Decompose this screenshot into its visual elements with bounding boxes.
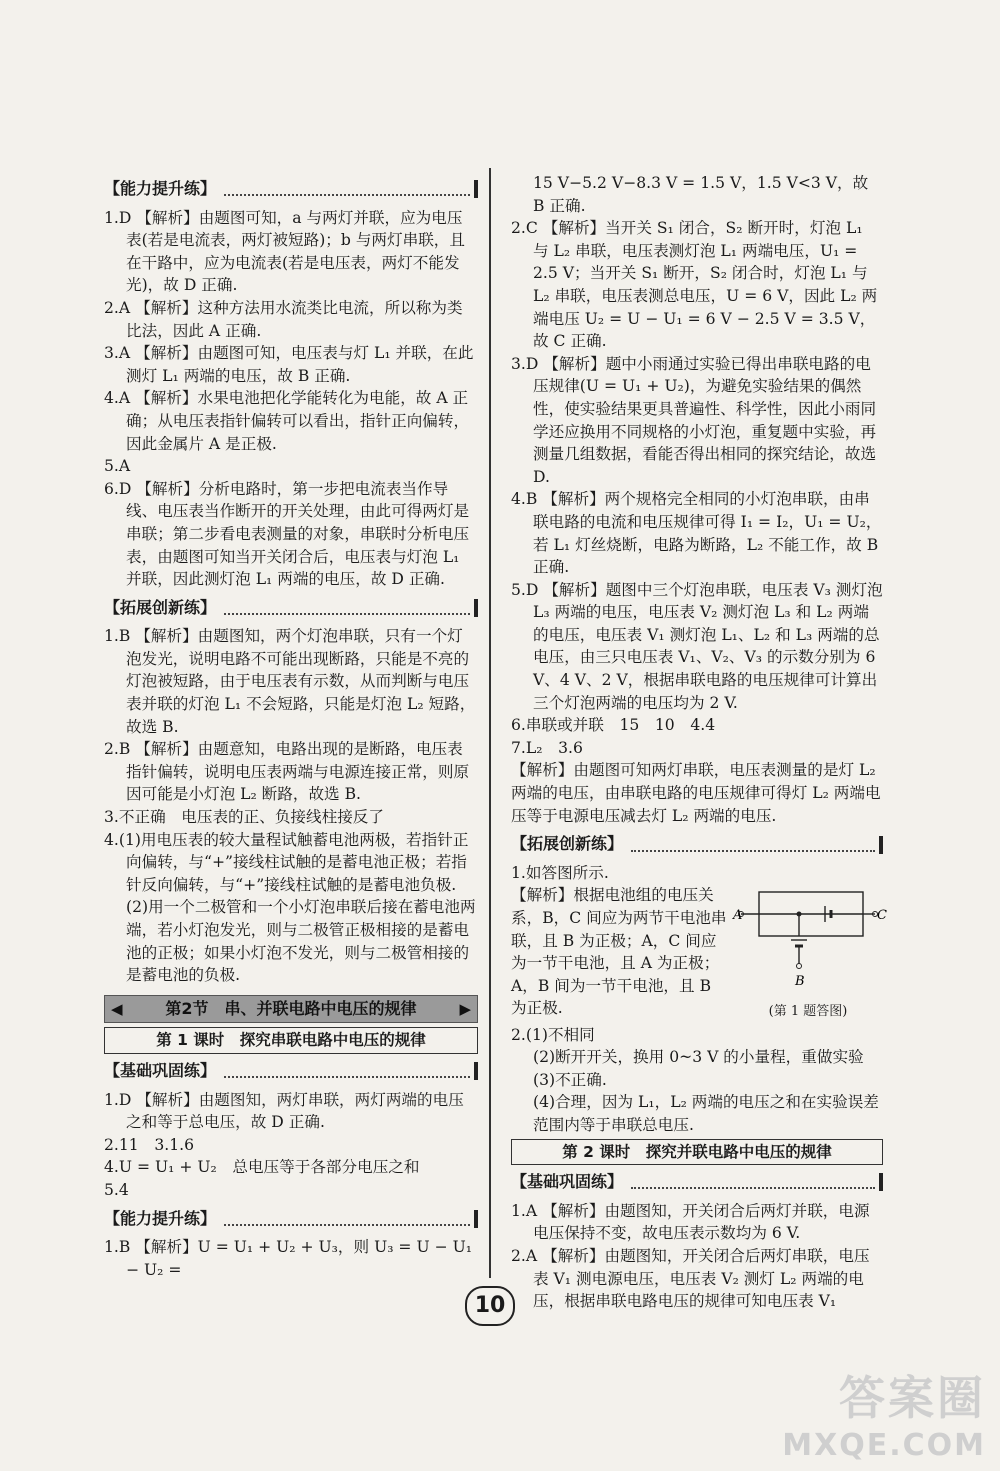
- lesson-title: 第 2 课时 探究并联电路中电压的规律: [511, 1139, 883, 1166]
- section-title: 【基础巩固练】: [511, 1172, 624, 1192]
- section-header: [104, 1208, 478, 1231]
- section-banner: [104, 995, 478, 1024]
- right-column: [511, 172, 887, 1313]
- answer-continuation: 15 V−5.2 V−8.3 V = 1.5 V，1.5 V<3 V，故 B 正确.: [533, 174, 869, 215]
- answer-explanation: 【解析】由题图可知两灯串联，电压表测量的是灯 L₂ 两端的电压，由串联电路的电压规律可得灯 L₂ 两端电压等于电源电压减去灯 L₂ 两端的电压.: [511, 761, 881, 825]
- section-title: 【拓展创新练】: [511, 834, 624, 854]
- answer-item: 6.D 【解析】分析电路时，第一步把电流表当作导线、电压表当作断开的开关处理，由此可得两灯是串联；第二步看电表测量的对象，串联时分析电压表，由题图可知当开关闭合后，电压表与灯泡 L₁ 并联，因此测灯泡 L₁ 两端的电压，故 D 正确.: [104, 479, 470, 589]
- answer-item: 1.B 【解析】U = U₁ + U₂ + U₃，则 U₃ = U − U₁ − U₂ =: [104, 1238, 472, 1279]
- answer-item: 1.D 【解析】由题图可知，a 与两灯并联，应为电压表(若是电流表，两灯被短路)；b 与两灯串联，且在干路中，应为电流表(若是电压表，两灯不能发光)，故 D 正确.: [104, 208, 465, 295]
- answer-item: 2.B 【解析】由题意知，电路出现的是断路，电压表指针偏转，说明电压表两端与电源连接正常，则原因可能是小灯泡 L₂ 断路，故选 B.: [104, 740, 470, 804]
- section-header: [104, 178, 478, 201]
- circuit-figure: [733, 884, 887, 1023]
- answer-item: 4.B 【解析】两个规格完全相同的小灯泡串联，由串联电路的电流和电压规律可得 I₁ = I₂，U₁ = U₂，若 L₁ 灯丝烧断，电路为断路，L₂ 不能工作，故 B 正确.: [511, 490, 882, 577]
- label-b: B: [795, 974, 805, 990]
- answer-item: 7.L₂ 3.6: [511, 738, 583, 757]
- answer-item: 1.如答图所示.: [511, 863, 609, 882]
- answer-item: 2.C 【解析】当开关 S₁ 闭合，S₂ 断开时，灯泡 L₁ 与 L₂ 串联，电压表测灯泡 L₁ 两端电压，U₁ = 2.5 V；当开关 S₁ 断开，S₂ 闭合时，灯泡 L₁ 与 L₂ 串联，电压表测总电压，U = 6 V，因此 L₂ 两端电压 U₂ = U − U₁ = 6 V − 2.5 V = 3.5 V，故 C 正确.: [511, 219, 878, 351]
- answer-item: 1.B 【解析】由题图知，两个灯泡串联，只有一个灯泡发光，说明电路不可能出现断路，只能是不亮的灯泡被短路，由于电压表有示数，从而判断与电压表并联的灯泡 L₁ 不会短路，只能是灯泡 L₂ 短路，故选 B.: [104, 627, 476, 736]
- answer-subitem: (3)不正确.: [533, 1070, 607, 1089]
- section-title: 【基础巩固练】: [104, 1060, 217, 1080]
- watermark-logo-text: 答案圈: [839, 1371, 986, 1425]
- watermark-url: MXQE.COM: [782, 1428, 986, 1463]
- page-number: 10: [465, 1286, 515, 1326]
- section-header: [104, 1060, 478, 1083]
- section-header: [511, 1171, 883, 1194]
- section-title: 【拓展创新练】: [104, 597, 217, 617]
- answer-item: 1.A 【解析】由题图知，开关闭合后两灯并联，电源电压保持不变，故电压表示数均为 6 V.: [511, 1201, 870, 1243]
- section-title: 【能力提升练】: [104, 1208, 217, 1228]
- answer-item: 1.D 【解析】由题图知，两灯串联，两灯两端的电压之和等于总电压，故 D 正确.: [104, 1090, 464, 1132]
- answer-item: 2.11 3.1.6: [104, 1135, 194, 1154]
- left-column: [104, 172, 478, 1281]
- section-title: 【能力提升练】: [104, 179, 217, 198]
- answer-item: 2.A 【解析】由题图知，开关闭合后两灯串联，电压表 V₁ 测电源电压，电压表 V₂ 测灯 L₂ 两端的电压，根据串联电路电压的规律可知电压表 V₁: [511, 1246, 870, 1311]
- answer-subitem: (2)断开开关，换用 0~3 V 的小量程，重做实验: [533, 1048, 864, 1067]
- circuit-diagram: [733, 884, 887, 994]
- column-divider: [489, 168, 491, 1278]
- answer-item: 3.D 【解析】题中小雨通过实验已得出串联电路的电压规律(U = U₁ + U₂)，为避免实验结果的偶然性，使实验结果更具普遍性、科学性，因此小雨同学还应换用不同规格的小灯泡，重复题中实验，再测量几组数据，看能否得出相同的探究结论，故选 D.: [511, 354, 877, 486]
- banner-title: 第2节 串、并联电路中电压的规律: [165, 998, 417, 1018]
- answer-item: 5.4: [104, 1180, 129, 1199]
- section-header: [511, 833, 883, 856]
- figure-caption: (第 1 题答图): [768, 1004, 848, 1019]
- answer-item: 2.(1)不相同: [511, 1025, 595, 1044]
- answer-explanation: 【解析】根据电池组的电压关系，B，C 间应为两节干电池串联，且 B 为正极；A，C 间应为一节干电池，且 A 为正极；A，B 间为一节干电池，且 B 为正极.: [511, 886, 727, 1018]
- answer-item: 4.A 【解析】水果电池把化学能转化为电能，故 A 正确；从电压表指针偏转可以看出，指针正向偏转，因此金属片 A 是正极.: [104, 389, 470, 453]
- answer-item: 2.A 【解析】这种方法用水流类比电流，所以称为类比法，因此 A 正确.: [104, 298, 463, 340]
- lesson-title: 第 1 课时 探究串联电路中电压的规律: [104, 1027, 478, 1054]
- figure-block: [511, 884, 887, 1023]
- answer-item: 6.串联或并联 15 10 4.4: [511, 716, 716, 735]
- right-triangle-icon: ▶: [459, 999, 471, 1018]
- answer-item: 3.A 【解析】由题图可知，电压表与灯 L₁ 并联，在此测灯 L₁ 两端的电压，故 B 正确.: [104, 344, 474, 385]
- answer-subitem: (4)合理，因为 L₁，L₂ 两端的电压之和在实验误差范围内等于串联总电压.: [533, 1093, 879, 1134]
- answer-item: 4.U = U₁ + U₂ 总电压等于各部分电压之和: [104, 1158, 420, 1177]
- answer-subitem: (2)用一个二极管和一个小灯泡串联后接在蓄电池两端，若小灯泡发光，则与二极管正极相接的是蓄电池的正极；如果小灯泡不发光，则与二极管相接的是蓄电池的负极.: [126, 898, 476, 985]
- label-a: A: [733, 908, 743, 924]
- answer-item: 5.A: [104, 457, 131, 476]
- answer-item: 3.不正确 电压表的正、负接线柱接反了: [104, 808, 384, 827]
- left-triangle-icon: ◀: [111, 999, 123, 1018]
- answer-item: 5.D 【解析】题图中三个灯泡串联，电压表 V₃ 测灯泡 L₃ 两端的电压，电压表 V₂ 测灯泡 L₃ 和 L₂ 两端的电压，电压表 V₁ 测灯泡 L₁、L₂ 和 L₃ 两端的总电压，由三只电压表 V₁、V₂、V₃ 的示数分别为 6 V、4 V、2 V，根据串联电路的电压规律可计算出三个灯泡两端的电压均为 2 V.: [511, 580, 883, 712]
- label-c: C: [877, 908, 887, 924]
- section-header: [104, 597, 478, 620]
- site-watermark: [782, 1362, 986, 1463]
- answer-item: 4.(1)用电压表的较大量程试触蓄电池两极，若指针正向偏转，与“+”接线柱试触的是蓄电池正极；若指针反向偏转，与“+”接线柱试触的是蓄电池负极.: [104, 830, 469, 894]
